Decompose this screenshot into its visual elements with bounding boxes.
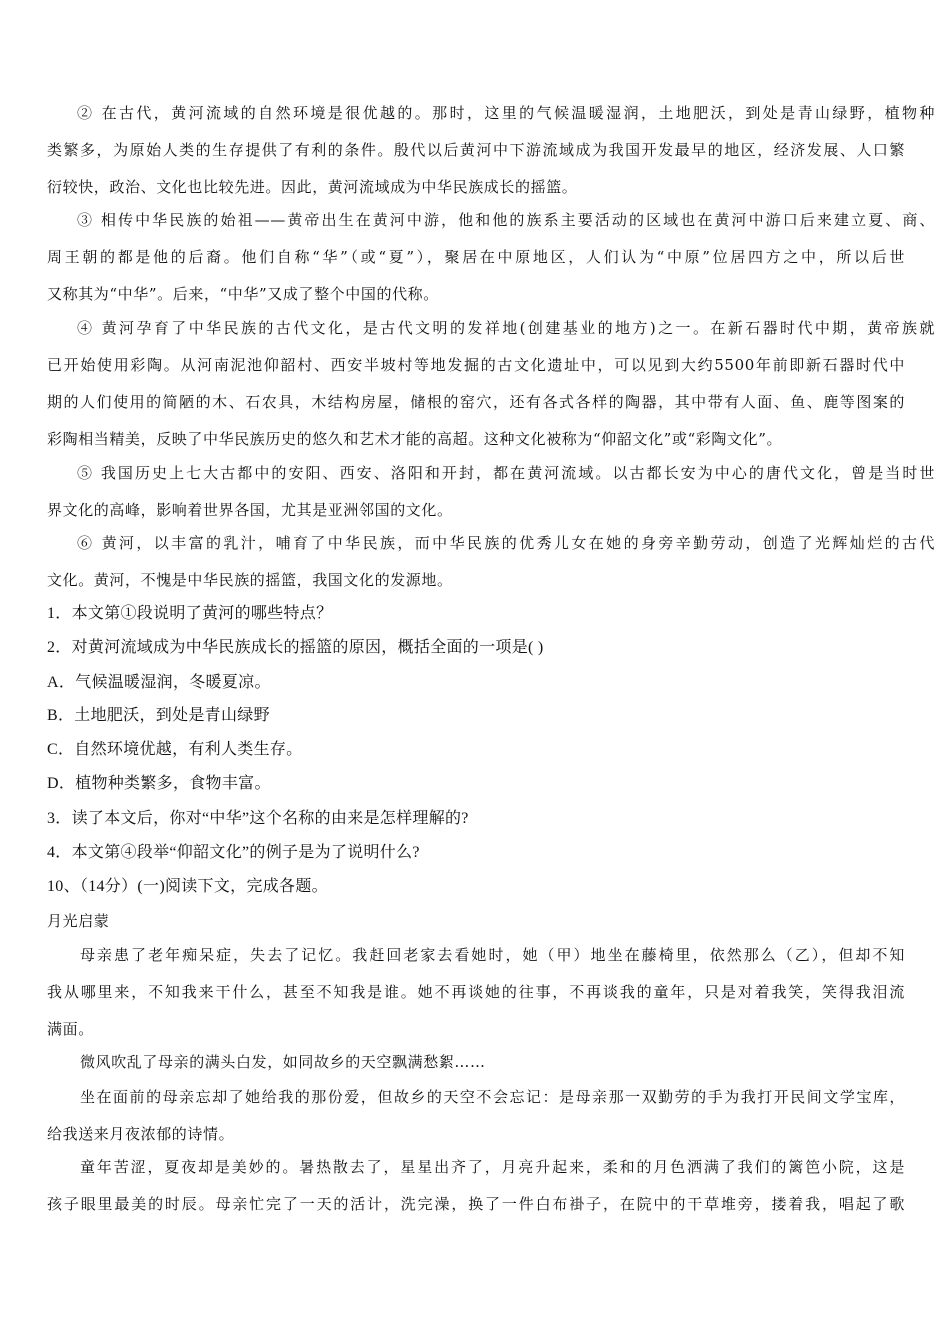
paragraph-4-line-2: 已开始使用彩陶。从河南泥池仰韶村、西安半坡村等地发掘的古文化遗址中，可以见到大约5500年前即新石器时代中 bbox=[47, 356, 905, 374]
paragraph-4-line-3: 期的人们使用的简陋的木、石农具，木结构房屋，储根的窑穴，还有各式各样的陶器，其中带有人面、鱼、鹿等图案的 bbox=[47, 393, 905, 411]
option-b: B．土地肥沃，到处是青山绿野 bbox=[47, 707, 270, 724]
paragraph-2-line-2: 类繁多，为原始人类的生存提供了有利的条件。殷代以后黄河中下游流域成为我国开发最早的地区，经济发展、人口繁 bbox=[47, 141, 905, 159]
paragraph-6-line-2: 文化。黄河，不愧是中华民族的摇篮，我国文化的发源地。 bbox=[47, 571, 453, 589]
option-c: C．自然环境优越，有利人类生存。 bbox=[47, 741, 303, 758]
story-paragraph-4-line-1: 童年苦涩，夏夜却是美妙的。暑热散去了，星星出齐了，月亮升起来，柔和的月色洒满了我们的篱笆小院，这是 bbox=[80, 1158, 905, 1176]
option-a: A．气候温暖湿润，冬暖夏凉。 bbox=[47, 674, 271, 691]
paragraph-6-line-1: ⑥ 黄河，以丰富的乳汁，哺育了中华民族，而中华民族的优秀儿女在她的身旁辛勤劳动，创造了光辉灿烂的古代 bbox=[77, 534, 935, 552]
section-10-heading: 10、（14分）(一)阅读下文，完成各题。 bbox=[47, 878, 328, 895]
paragraph-2-line-1: ② 在古代，黄河流域的自然环境是很优越的。那时，这里的气候温暖湿润，土地肥沃，到处是青山绿野，植物种 bbox=[77, 104, 935, 122]
story-paragraph-3-line-1: 坐在面前的母亲忘却了她给我的那份爱，但故乡的天空不会忘记：是母亲那一双勤劳的手为我打开民间文学宝库， bbox=[80, 1088, 905, 1106]
section-10-title: 月光启蒙 bbox=[47, 912, 110, 930]
paragraph-2-line-3: 衍较快，政治、文化也比较先进。因此，黄河流域成为中华民族成长的摇篮。 bbox=[47, 178, 578, 196]
question-3: 3．读了本文后，你对“中华”这个名称的由来是怎样理解的? bbox=[47, 810, 469, 827]
paragraph-3-line-3: 又称其为“中华”。后来，“中华”又成了整个中国的代称。 bbox=[47, 285, 439, 303]
story-paragraph-4-line-2: 孩子眼里最美的时辰。母亲忙完了一天的活计，洗完澡，换了一件白布褂子，在院中的干草堆旁，搂着我，唱起了歌 bbox=[47, 1195, 905, 1213]
story-paragraph-1-line-1: 母亲患了老年痴呆症，失去了记忆。我赶回老家去看她时，她（甲）地坐在藤椅里，依然那么（乙），但却不知 bbox=[80, 946, 905, 964]
story-paragraph-3-line-2: 给我送来月夜浓郁的诗情。 bbox=[47, 1125, 235, 1143]
option-d: D．植物种类繁多，食物丰富。 bbox=[47, 775, 271, 792]
story-paragraph-1-line-2: 我从哪里来，不知我来干什么，甚至不知我是谁。她不再谈她的往事，不再谈我的童年，只是对着我笑，笑得我泪流 bbox=[47, 983, 905, 1001]
story-paragraph-2-line-1: 微风吹乱了母亲的满头白发，如同故乡的天空飘满愁絮…… bbox=[80, 1053, 486, 1071]
paragraph-3-line-2: 周王朝的都是他的后裔。他们自称“华”（或“夏”），聚居在中原地区，人们认为“中原”位居四方之中，所以后世 bbox=[47, 248, 905, 266]
paragraph-5-line-1: ⑤ 我国历史上七大古都中的安阳、西安、洛阳和开封，都在黄河流域。以古都长安为中心的唐代文化，曾是当时世 bbox=[77, 464, 935, 482]
question-4: 4．本文第④段举“仰韶文化”的例子是为了说明什么? bbox=[47, 844, 420, 861]
paragraph-4-line-4: 彩陶相当精美，反映了中华民族历史的悠久和艺术才能的高超。这种文化被称为“仰韶文化”或“彩陶文化”。 bbox=[47, 430, 783, 448]
question-2: 2．对黄河流域成为中华民族成长的摇篮的原因，概括全面的一项是( ) bbox=[47, 639, 544, 656]
paragraph-4-line-1: ④ 黄河孕育了中华民族的古代文化，是古代文明的发祥地(创建基业的地方)之一。在新石器时代中期，黄帝族就 bbox=[77, 319, 935, 337]
paragraph-5-line-2: 界文化的高峰，影响着世界各国，尤其是亚洲邻国的文化。 bbox=[47, 501, 453, 519]
story-paragraph-1-line-3: 满面。 bbox=[47, 1020, 94, 1038]
question-1: 1．本文第①段说明了黄河的哪些特点？ bbox=[47, 605, 333, 622]
paragraph-3-line-1: ③ 相传中华民族的始祖——黄帝出生在黄河中游，他和他的族系主要活动的区域也在黄河中游口后来建立夏、商、 bbox=[77, 211, 935, 229]
